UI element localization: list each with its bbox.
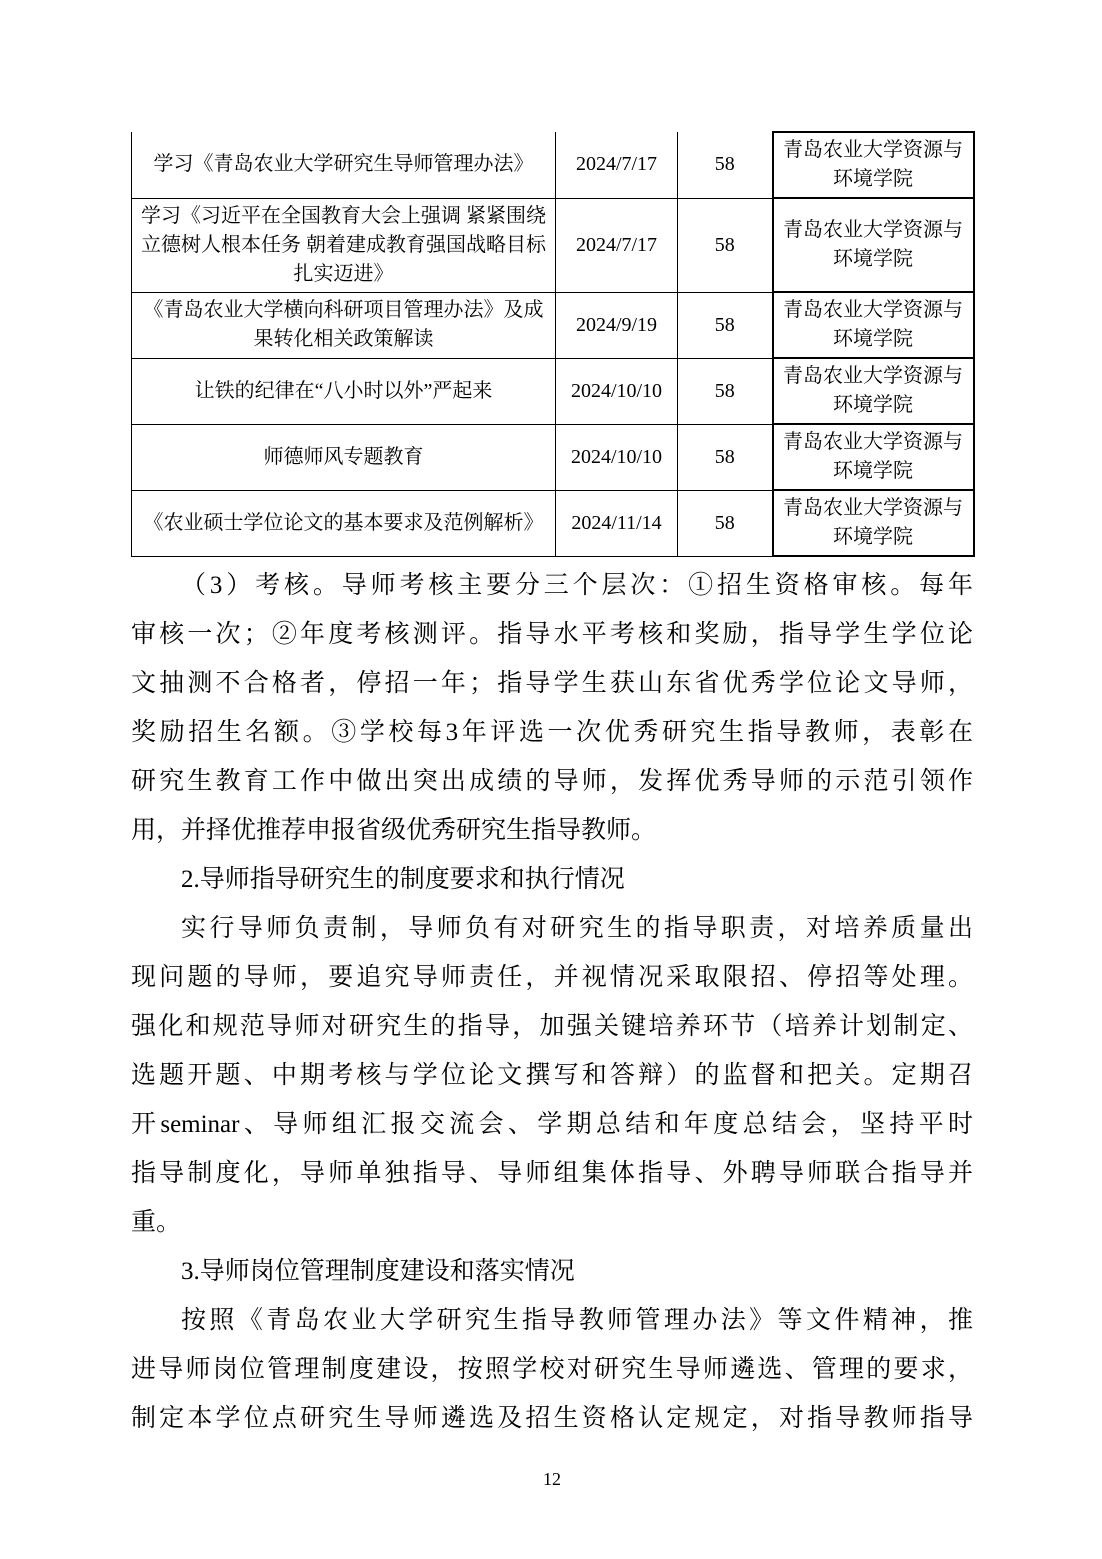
paragraph-line: 用，并择优推荐申报省级优秀研究生指导教师。	[131, 817, 657, 844]
training-table-body	[132, 132, 974, 556]
cell-organizer: 青岛农业大学资源与环境学院	[773, 132, 974, 198]
cell-participants: 58	[678, 358, 773, 424]
cell-organizer: 青岛农业大学资源与环境学院	[773, 490, 974, 556]
cell-organizer: 青岛农业大学资源与环境学院	[773, 424, 974, 490]
paragraph-line: 奖励招生名额。③学校每3年评选一次优秀研究生指导教师，表彰在	[131, 719, 973, 746]
cell-topic: 《青岛农业大学横向科研项目管理办法》及成果转化相关政策解读	[132, 292, 556, 358]
cell-date: 2024/10/10	[556, 424, 678, 490]
table-row	[132, 132, 974, 198]
page-number: 12	[543, 1469, 561, 1489]
cell-date: 2024/11/14	[556, 490, 678, 556]
cell-topic: 让铁的纪律在“八小时以外”严起来	[132, 358, 556, 424]
paragraph-line: 选题开题、中期考核与学位论文撰写和答辩）的监督和把关。定期召	[131, 1062, 973, 1089]
paragraph-line: 按照《青岛农业大学研究生指导教师管理办法》等文件精神，推	[181, 1307, 973, 1334]
paragraph-line: 进导师岗位管理制度建设，按照学校对研究生导师遴选、管理的要求，	[131, 1356, 973, 1383]
section-heading: 2.导师指导研究生的制度要求和执行情况	[181, 866, 625, 893]
cell-organizer: 青岛农业大学资源与环境学院	[773, 292, 974, 358]
paragraph-line: 强化和规范导师对研究生的指导，加强关键培养环节（培养计划制定、	[131, 1013, 973, 1040]
paragraph-line: （3）考核。导师考核主要分三个层次：①招生资格审核。每年	[181, 572, 973, 599]
cell-date: 2024/9/19	[556, 292, 678, 358]
paragraph-line: 指导制度化，导师单独指导、导师组集体指导、外聘导师联合指导并	[131, 1160, 973, 1187]
body-text	[131, 561, 973, 1443]
cell-participants: 58	[678, 490, 773, 556]
cell-participants: 58	[678, 292, 773, 358]
cell-date: 2024/10/10	[556, 358, 678, 424]
cell-date: 2024/7/17	[556, 132, 678, 198]
paragraph-line: 现问题的导师，要追究导师责任，并视情况采取限招、停招等处理。	[131, 964, 973, 991]
table-row	[132, 198, 974, 292]
paragraph-line: 制定本学位点研究生导师遴选及招生资格认定规定，对指导教师指导	[131, 1405, 973, 1432]
table-row	[132, 490, 974, 556]
paragraph-line: 文抽测不合格者，停招一年；指导学生获山东省优秀学位论文导师，	[131, 670, 973, 697]
paragraph-line: 重。	[131, 1209, 182, 1236]
cell-participants: 58	[678, 198, 773, 292]
training-table	[131, 131, 975, 557]
cell-organizer: 青岛农业大学资源与环境学院	[773, 358, 974, 424]
cell-participants: 58	[678, 132, 773, 198]
cell-date: 2024/7/17	[556, 198, 678, 292]
cell-topic: 学习《习近平在全国教育大会上强调 紧紧围绕立德树人根本任务 朝着建成教育强国战略目标扎实迈进》	[132, 198, 556, 292]
table-row	[132, 424, 974, 490]
cell-participants: 58	[678, 424, 773, 490]
cell-topic: 师德师风专题教育	[132, 424, 556, 490]
table-row	[132, 358, 974, 424]
table-row	[132, 292, 974, 358]
cell-topic: 《农业硕士学位论文的基本要求及范例解析》	[132, 490, 556, 556]
cell-organizer: 青岛农业大学资源与环境学院	[773, 198, 974, 292]
paragraph-line: 审核一次；②年度考核测评。指导水平考核和奖励，指导学生学位论	[131, 621, 973, 648]
cell-topic: 学习《青岛农业大学研究生导师管理办法》	[132, 132, 556, 198]
paragraph-line: 开seminar、导师组汇报交流会、学期总结和年度总结会，坚持平时	[131, 1111, 973, 1138]
section-heading: 3.导师岗位管理制度建设和落实情况	[181, 1258, 575, 1285]
paragraph-line: 研究生教育工作中做出突出成绩的导师，发挥优秀导师的示范引领作	[131, 768, 973, 795]
paragraph-line: 实行导师负责制，导师负有对研究生的指导职责，对培养质量出	[181, 915, 973, 942]
